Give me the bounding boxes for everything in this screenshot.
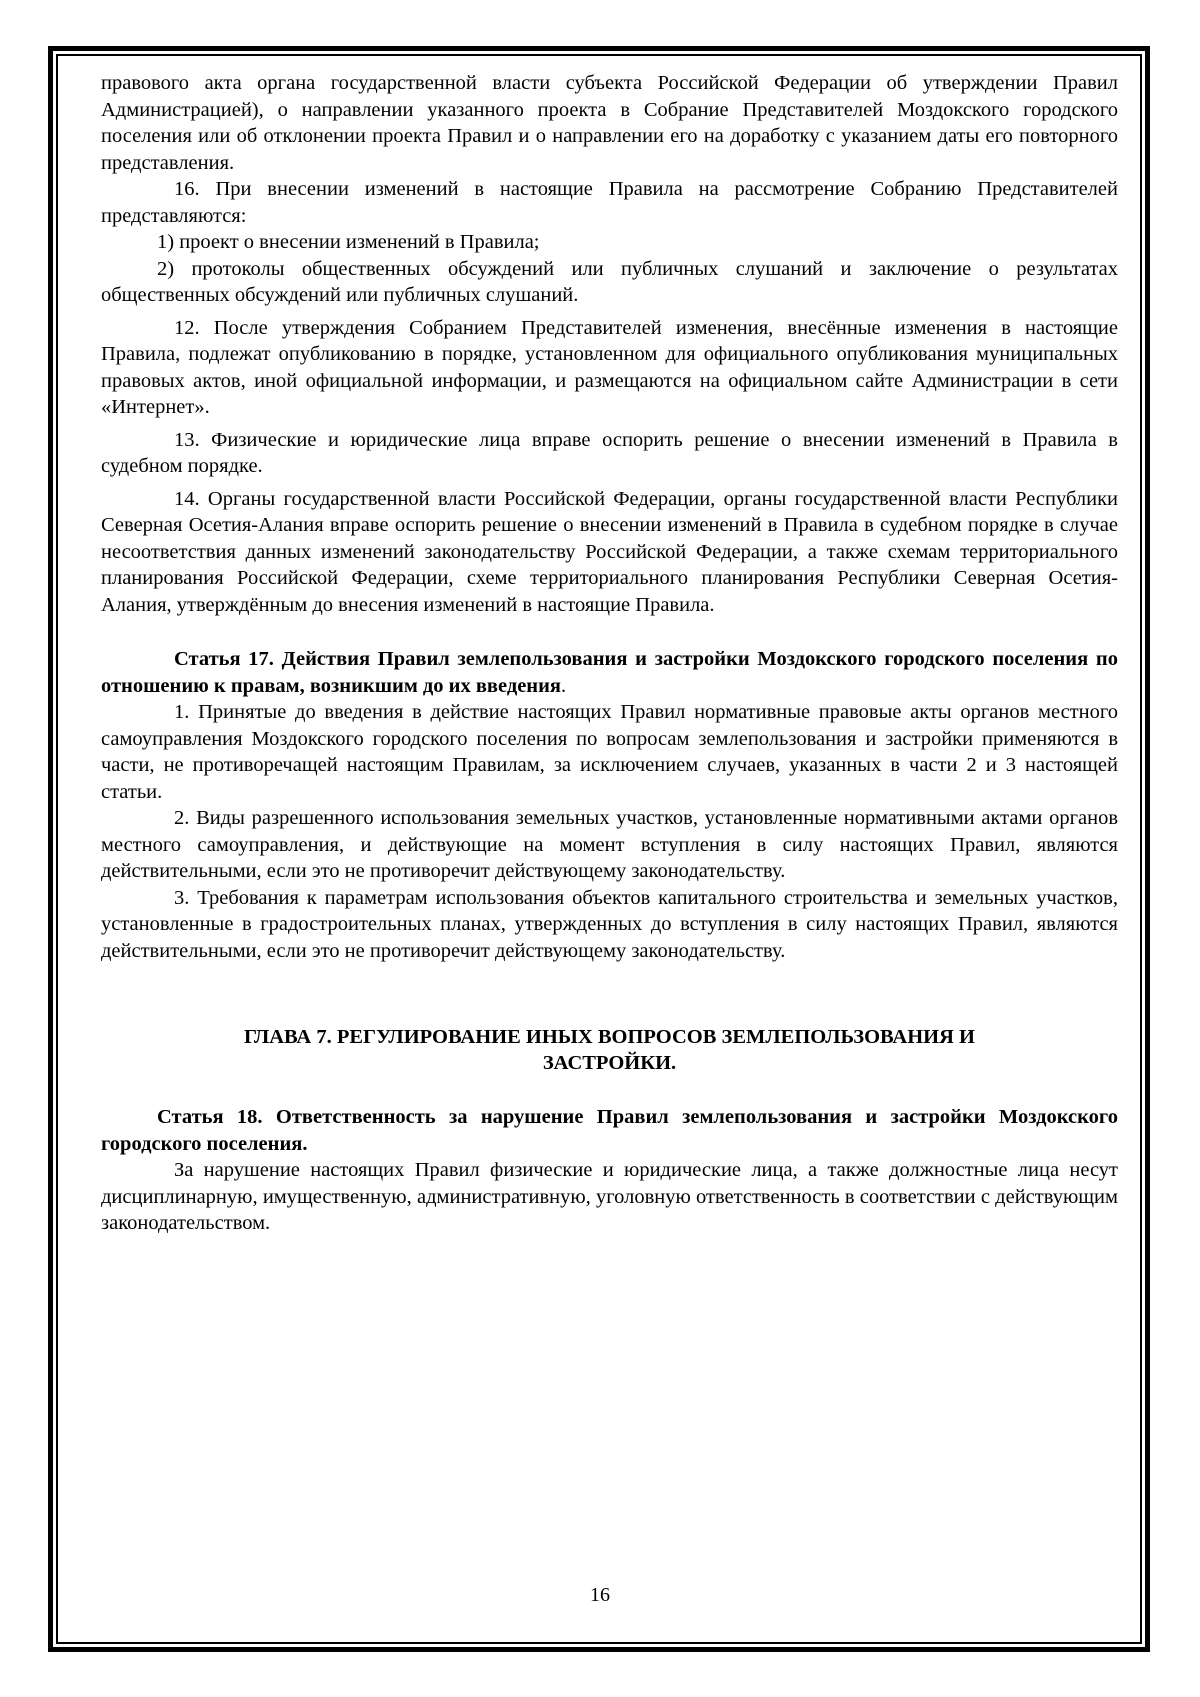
paragraph-continuation: правового акта органа государственной власти субъекта Российской Федерации об утверждении Правил Администрацией), о направлении указанного проекта в Собрание Представителей Моздокского городского поселения или об отклонении проекта Правил и о направлении его на доработку с указанием даты его повторного представления.	[101, 72, 1118, 174]
article-17-part-2: 2. Виды разрешенного использования земельных участков, установленные нормативными актами органов местного самоуправления, и действующие на момент вступления в силу настоящих Правил, являются действительными, если это не противоречит действующему законодательству.	[101, 807, 1118, 882]
page-number: 16	[590, 1584, 610, 1606]
article-17-part-1: 1. Принятые до введения в действие настоящих Правил нормативные правовые акты органов местного самоуправления Моздокского городского поселения по вопросам землепользования и застройки применяются в части, не противоречащей настоящим Правилам, за исключением случаев, указанных в части 2 и 3 настоящей статьи.	[101, 701, 1118, 803]
chapter-7-heading	[101, 1024, 1118, 1076]
paragraph-16: 16. При внесении изменений в настоящие Правила на рассмотрение Собранию Представителей представляются:	[101, 178, 1118, 227]
paragraph-14: 14. Органы государственной власти Российской Федерации, органы государственной власти Республики Северная Осетия-Алания вправе оспорить решение о внесении изменений в Правила в судебном порядке в случае несоответствия данных изменений законодательству Российской Федерации, а также схемам территориального планирования Российской Федерации, схеме территориального планирования Республики Северная Осетия-Алания, утверждённым до внесения изменений в настоящие Правила.	[101, 487, 1118, 616]
article-17-title-text: Статья 17. Действия Правил землепользования и застройки Моздокского городского поселения по отношению к правам, возникшим до их введения	[101, 648, 1118, 697]
article-17-title-period: .	[561, 674, 567, 697]
document-body	[101, 70, 1118, 1237]
article-18-paragraph: За нарушение настоящих Правил физические и юридические лица, а также должностные лица несут дисциплинарную, имущественную, административную, уголовную ответственность в соответствии с действующим законодательством.	[101, 1159, 1118, 1234]
article-17-part-3: 3. Требования к параметрам использования объектов капитального строительства и земельных участков, установленные в градостроительных планах, утвержденных до вступления в силу настоящих Правил, являются действительными, если это не противоречит действующему законодательству.	[101, 886, 1118, 962]
list-item-1: 1) проект о внесении изменений в Правила;	[157, 231, 540, 253]
paragraph-12: 12. После утверждения Собранием Представителей изменения, внесённые изменения в настоящие Правила, подлежат опубликованию в порядке, установленном для официального опубликования муниципальных правовых актов, иной официальной информации, и размещаются на официальном сайте Администрации в сети «Интернет».	[101, 316, 1118, 418]
chapter-heading-line-1: ГЛАВА 7. РЕГУЛИРОВАНИЕ ИНЫХ ВОПРОСОВ ЗЕМЛЕПОЛЬЗОВАНИЯ И	[244, 1026, 975, 1048]
article-18-title: Статья 18. Ответственность за нарушение Правил землепользования и застройки Моздокского городского поселения.	[101, 1106, 1118, 1155]
chapter-heading-line-2: ЗАСТРОЙКИ.	[542, 1052, 677, 1074]
list-item-2: 2) протоколы общественных обсуждений или публичных слушаний и заключение о результатах общественных обсуждений или публичных слушаний.	[101, 257, 1118, 306]
paragraph-13: 13. Физические и юридические лица вправе оспорить решение о внесении изменений в Правила в судебном порядке.	[101, 428, 1118, 477]
article-17-title	[101, 646, 1118, 699]
